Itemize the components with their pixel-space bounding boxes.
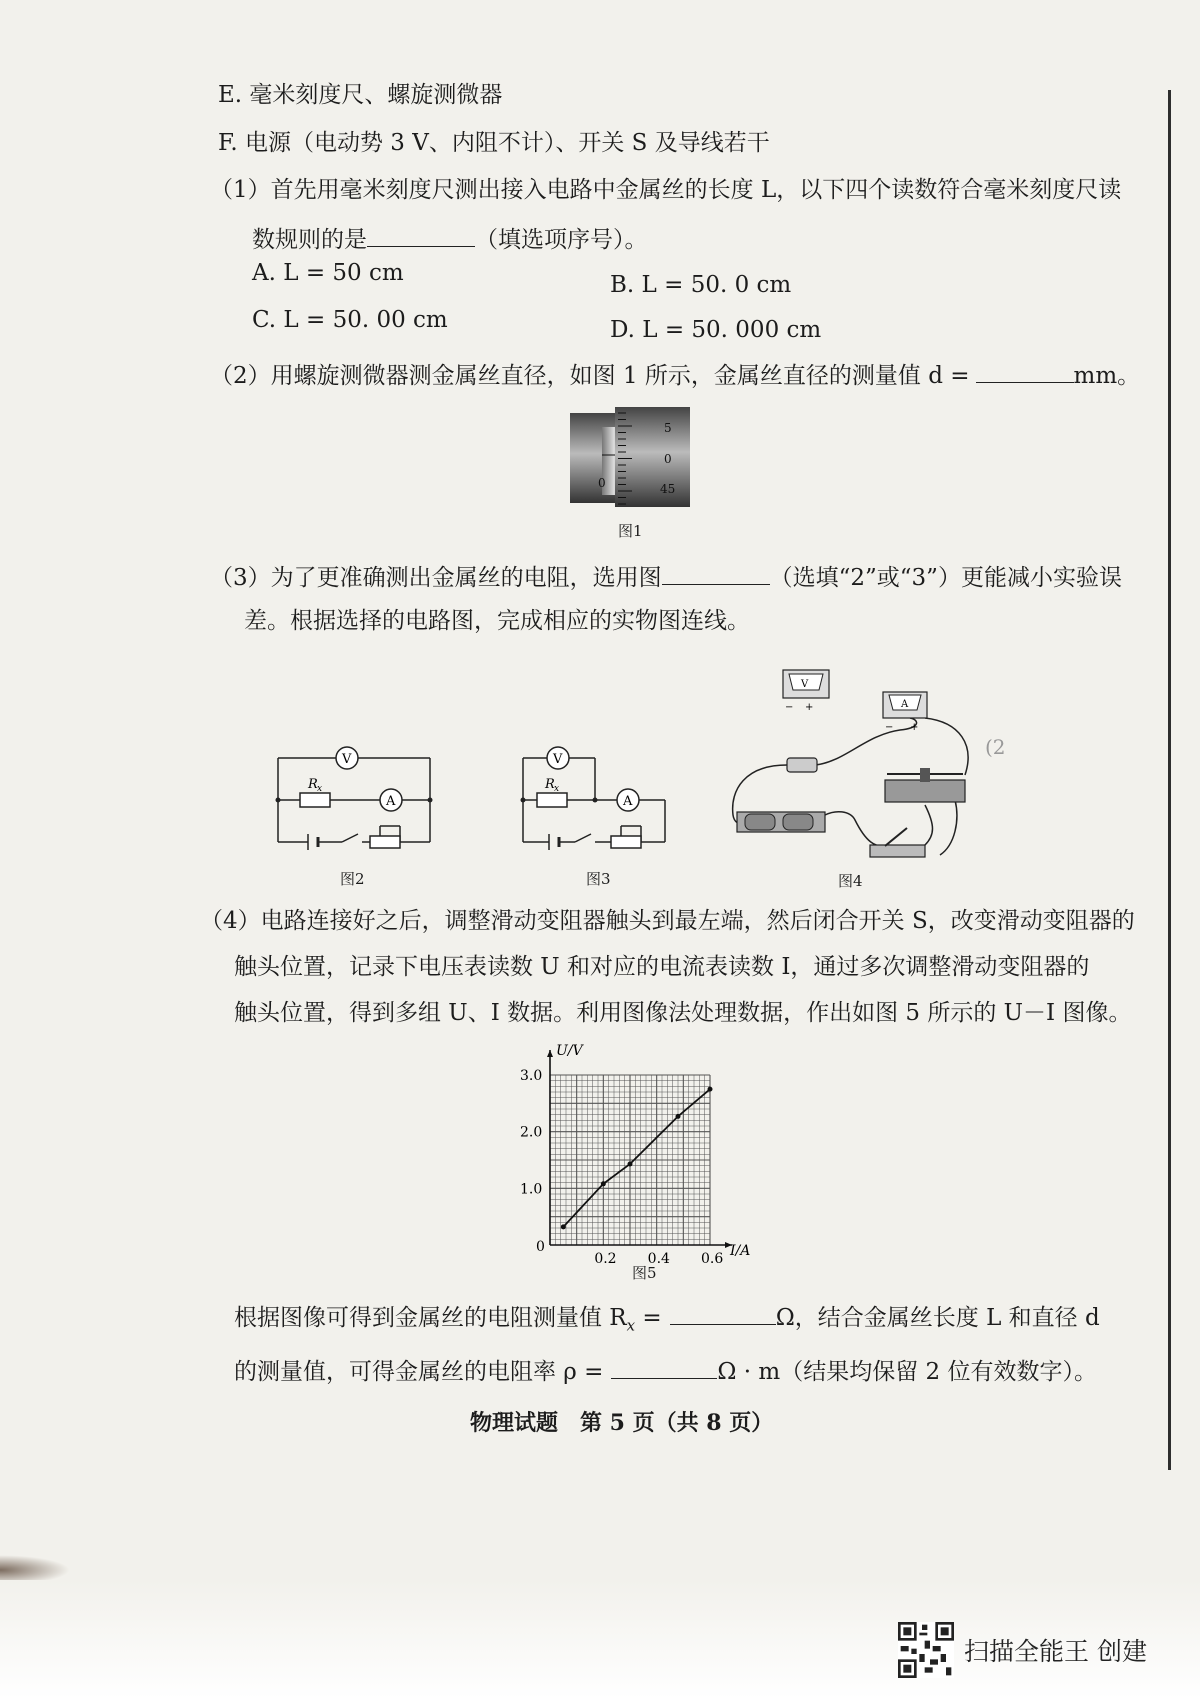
fig4-label: 图4	[838, 872, 863, 890]
scanner-watermark	[898, 1622, 1147, 1678]
sleeve-zero: 0	[598, 476, 606, 490]
fig5-label: 图5	[632, 1264, 657, 1282]
x-axis-label: I/A	[730, 1243, 751, 1259]
item-e: E. 毫米刻度尺、螺旋测微器	[218, 82, 503, 108]
q4-answer1-b: =	[635, 1305, 662, 1331]
margin-mark: (2	[985, 735, 1006, 759]
q1-option-b: B. L = 50. 0 cm	[610, 272, 792, 298]
rheostat-3	[611, 836, 641, 848]
x-tick-label: 0.6	[701, 1251, 724, 1267]
rx-label-3: R	[545, 777, 555, 792]
data-point	[561, 1224, 566, 1229]
q1-option-c: C. L = 50. 00 cm	[252, 307, 448, 333]
v-plus: +	[805, 702, 814, 713]
q2-unit: mm。	[1073, 363, 1141, 389]
ui-graph-fig5	[510, 1035, 780, 1290]
q3-line1	[210, 562, 1122, 593]
ammeter-device-label: A	[901, 699, 909, 710]
q4-rx-blank[interactable]	[670, 1302, 776, 1325]
a-label-2: A	[386, 794, 396, 809]
resistor-rx-2	[300, 793, 330, 807]
scale-5: 5	[664, 421, 672, 435]
q1-line1: （1）首先用毫米刻度尺测出接入电路中金属丝的长度 L，以下四个读数符合毫米刻度尺读	[210, 177, 1122, 203]
fig1-label: 图1	[618, 522, 643, 540]
rheostat-2	[370, 836, 400, 848]
switch-device	[870, 845, 925, 857]
q4-answer-line2	[234, 1356, 1097, 1387]
q1-line2	[252, 224, 648, 255]
rx-sub-2: x	[317, 784, 323, 794]
q4-answer2-a: 的测量值，可得金属丝的电阻率 ρ =	[234, 1359, 604, 1385]
page-edge-line	[1168, 90, 1171, 1470]
q3-answer-blank[interactable]	[662, 562, 770, 585]
q4-line3: 触头位置，得到多组 U、I 数据。利用图像法处理数据，作出如图 5 所示的 U－I 图像。	[234, 1000, 1132, 1026]
q3-line1-b: （选填“2”或“3”）更能减小实验误	[769, 565, 1122, 591]
scale-0: 0	[664, 452, 672, 466]
q4-answer-line1	[234, 1302, 1100, 1341]
item-f: F. 电源（电动势 3 V、内阻不计）、开关 S 及导线若干	[218, 130, 770, 156]
q4-answer2-b: Ω · m（结果均保留 2 位有效数字）。	[717, 1359, 1097, 1385]
fig3-label: 图3	[586, 870, 611, 888]
x-tick-label: 0.2	[594, 1251, 617, 1267]
a-label-3: A	[623, 794, 633, 809]
a-plus: +	[910, 722, 919, 733]
fig2-label: 图2	[340, 870, 365, 888]
q4-answer1-a: 根据图像可得到金属丝的电阻测量值 R	[234, 1305, 627, 1331]
chart-series	[561, 1087, 713, 1230]
rx-sub-3: x	[554, 784, 560, 794]
scale-45: 45	[660, 482, 676, 496]
v-label-3: V	[553, 752, 563, 767]
chart-grid	[550, 1075, 710, 1245]
y-tick-label: 2.0	[520, 1124, 543, 1141]
q4-rx-subscript: x	[626, 1316, 636, 1335]
q4-line2: 触头位置，记录下电压表读数 U 和对应的电流表读数 I，通过多次调整滑动变阻器的	[234, 954, 1090, 980]
data-point	[708, 1087, 713, 1092]
resistor-rx-3	[537, 793, 567, 807]
q2-text: （2）用螺旋测微器测金属丝直径，如图 1 所示，金属丝直径的测量值 d =	[210, 363, 970, 389]
metal-wire-device	[787, 758, 817, 772]
circuit-fig3	[515, 740, 685, 865]
q3-line1-a: （3）为了更准确测出金属丝的电阻，选用图	[210, 565, 662, 591]
q1-option-a: A. L = 50 cm	[252, 260, 404, 286]
v-minus: −	[785, 702, 794, 713]
qr-code-icon	[898, 1622, 954, 1678]
q4-line1: （4）电路连接好之后，调整滑动变阻器触头到最左端，然后闭合开关 S，改变滑动变阻器的	[200, 908, 1135, 934]
origin-label: 0	[536, 1239, 545, 1255]
y-tick-label: 3.0	[520, 1068, 543, 1084]
q4-answer1-c: Ω，结合金属丝长度 L 和直径 d	[775, 1305, 1100, 1331]
data-point	[628, 1161, 633, 1166]
page-footer: 物理试题 第 5 页（共 8 页）	[470, 1410, 774, 1436]
q3-line2: 差。根据选择的电路图，完成相应的实物图连线。	[244, 608, 750, 634]
y-tick-label: 1.0	[520, 1181, 543, 1198]
circuit-fig2	[270, 740, 445, 865]
rx-label-2: R	[308, 777, 318, 792]
chart-axes	[547, 1050, 732, 1248]
a-minus: −	[885, 722, 894, 733]
rheostat-device	[885, 780, 965, 802]
physical-setup-fig4	[725, 650, 985, 870]
data-point	[601, 1181, 606, 1186]
scanner-text: 扫描全能王 创建	[964, 1637, 1147, 1666]
y-axis-arrow	[547, 1050, 553, 1057]
series-line	[563, 1089, 710, 1227]
q1-option-d: D. L = 50. 000 cm	[610, 317, 822, 343]
voltmeter-device-label: V	[801, 679, 809, 690]
micrometer-thimble	[615, 407, 690, 507]
q4-rho-blank[interactable]	[611, 1356, 717, 1379]
q2-answer-blank[interactable]	[976, 360, 1074, 383]
q1-line2-b: （填选项序号）。	[475, 227, 648, 253]
q1-line2-a: 数规则的是	[252, 227, 367, 253]
q2-line	[210, 360, 1140, 391]
q1-answer-blank[interactable]	[367, 224, 475, 247]
x-tick-label: 0.4	[647, 1251, 670, 1267]
v-label-2: V	[342, 752, 352, 767]
y-axis-label: U/V	[556, 1043, 583, 1059]
data-point	[676, 1114, 681, 1119]
